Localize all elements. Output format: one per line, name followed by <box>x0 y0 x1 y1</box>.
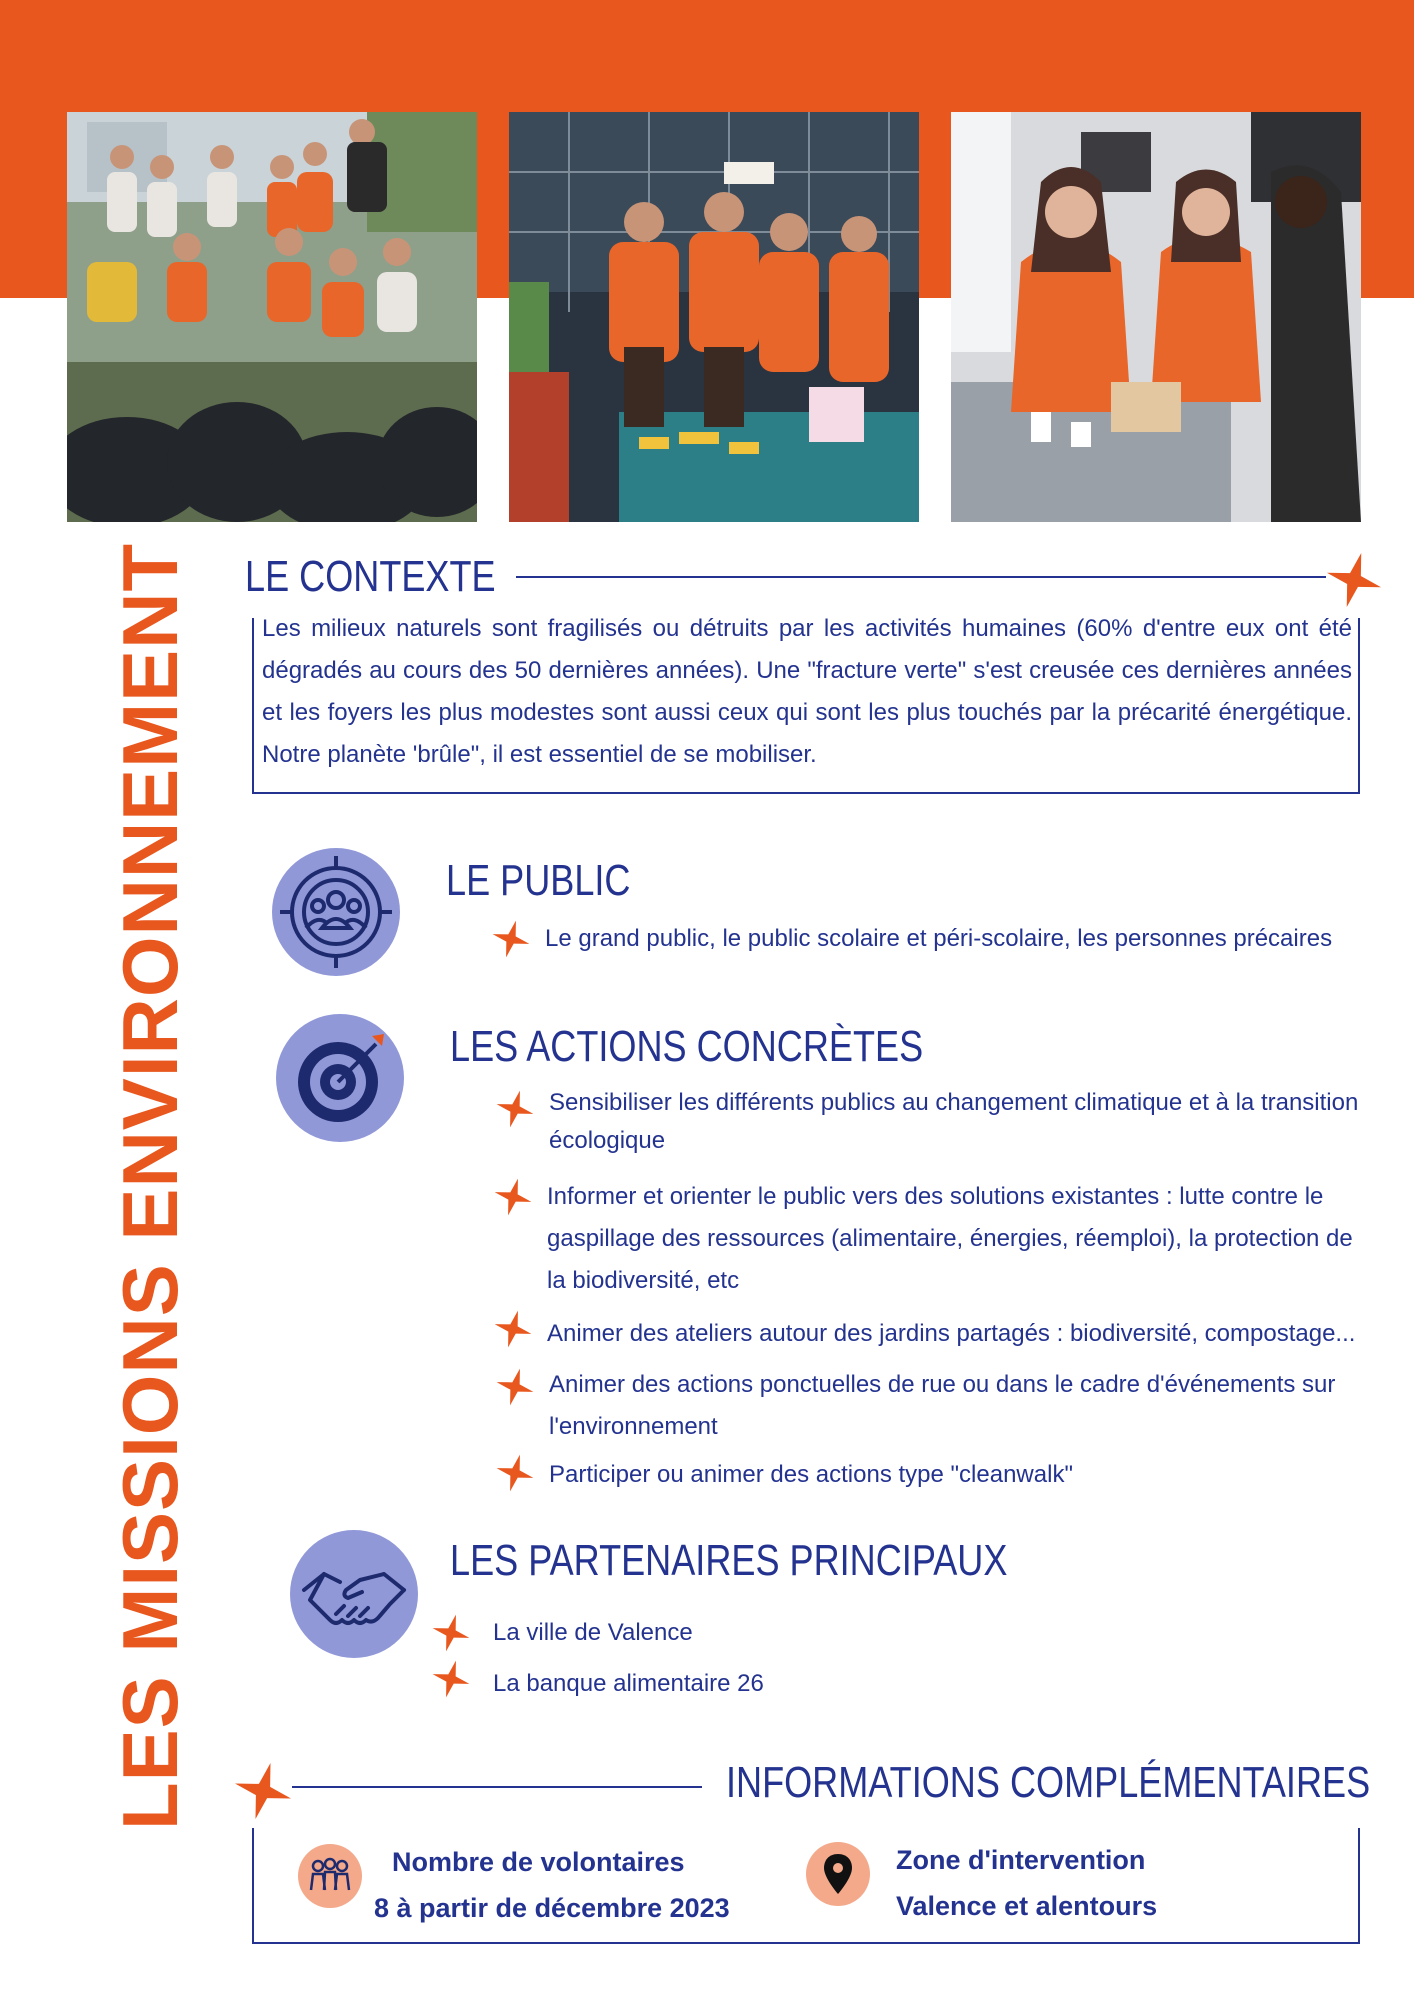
actions-heading: LES ACTIONS CONCRÈTES <box>450 1022 924 1071</box>
audience-target-icon <box>272 848 400 976</box>
star-icon <box>432 1660 470 1698</box>
partner-item: La banque alimentaire 26 <box>493 1670 764 1697</box>
action-item: Informer et orienter le public vers des solutions existantes : lutte contre le gaspillage des ressources (alimentaire, énergies, réemploi), la protection de la biodiversité, etc <box>547 1183 1353 1294</box>
action-item: Animer des ateliers autour des jardins partagés : biodiversité, compostage... <box>547 1320 1356 1347</box>
zone-label: Zone d'intervention <box>896 1845 1146 1875</box>
zone-value: Valence et alentours <box>896 1891 1158 1921</box>
context-text: Les milieux naturels sont fragilisés ou détruits par les activités humaines (60% d'entre eux ont été dégradés au cours des 50 dernières années). Une "fracture verte" s'est creusée ces dernières années et les foyers les plus modestes sont aussi ceux qui sont les plus touchés par la précarité énergétique. Notre planète 'brûle", il est essentiel de se mobiliser. <box>262 615 1352 768</box>
volunteers-label: Nombre de volontaires <box>392 1847 685 1877</box>
target-arrow-icon <box>276 1014 404 1142</box>
map-pin-icon <box>806 1842 870 1906</box>
star-icon <box>492 920 530 958</box>
action-item: Animer des actions ponctuelles de rue ou dans le cadre d'événements sur l'environnement <box>549 1371 1336 1440</box>
star-icon <box>496 1368 534 1406</box>
star-icon <box>496 1090 534 1128</box>
info-stand-photo <box>509 112 919 522</box>
cleanup-group-photo <box>67 112 477 522</box>
volunteers-value: 8 à partir de décembre 2023 <box>374 1893 730 1923</box>
public-item: Le grand public, le public scolaire et péri-scolaire, les personnes précaires <box>545 925 1333 952</box>
action-item: Participer ou animer des actions type "cleanwalk" <box>549 1461 1073 1488</box>
context-heading-rule <box>516 576 1326 578</box>
partner-item: La ville de Valence <box>493 1619 693 1646</box>
star-icon <box>432 1614 470 1652</box>
title-part-2: ENVIRONNEMENT <box>106 542 194 1241</box>
public-heading: LE PUBLIC <box>446 856 631 905</box>
star-icon <box>494 1178 532 1216</box>
star-icon <box>234 1762 292 1820</box>
context-heading: LE CONTEXTE <box>245 552 496 601</box>
star-icon <box>1326 552 1382 608</box>
info-heading-rule <box>292 1786 702 1788</box>
action-item: Sensibiliser les différents publics au changement climatique et à la transition écologique <box>549 1089 1359 1154</box>
star-icon <box>494 1310 532 1348</box>
partners-heading: LES PARTENAIRES PRINCIPAUX <box>450 1536 1008 1585</box>
info-heading: INFORMATIONS COMPLÉMENTAIRES <box>726 1758 1371 1807</box>
vertical-page-title <box>100 542 200 1830</box>
workshop-photo <box>951 112 1361 522</box>
star-icon <box>496 1454 534 1492</box>
people-group-icon <box>298 1844 362 1908</box>
title-part-1: LES MISSIONS <box>106 1240 194 1830</box>
handshake-icon <box>290 1530 418 1658</box>
